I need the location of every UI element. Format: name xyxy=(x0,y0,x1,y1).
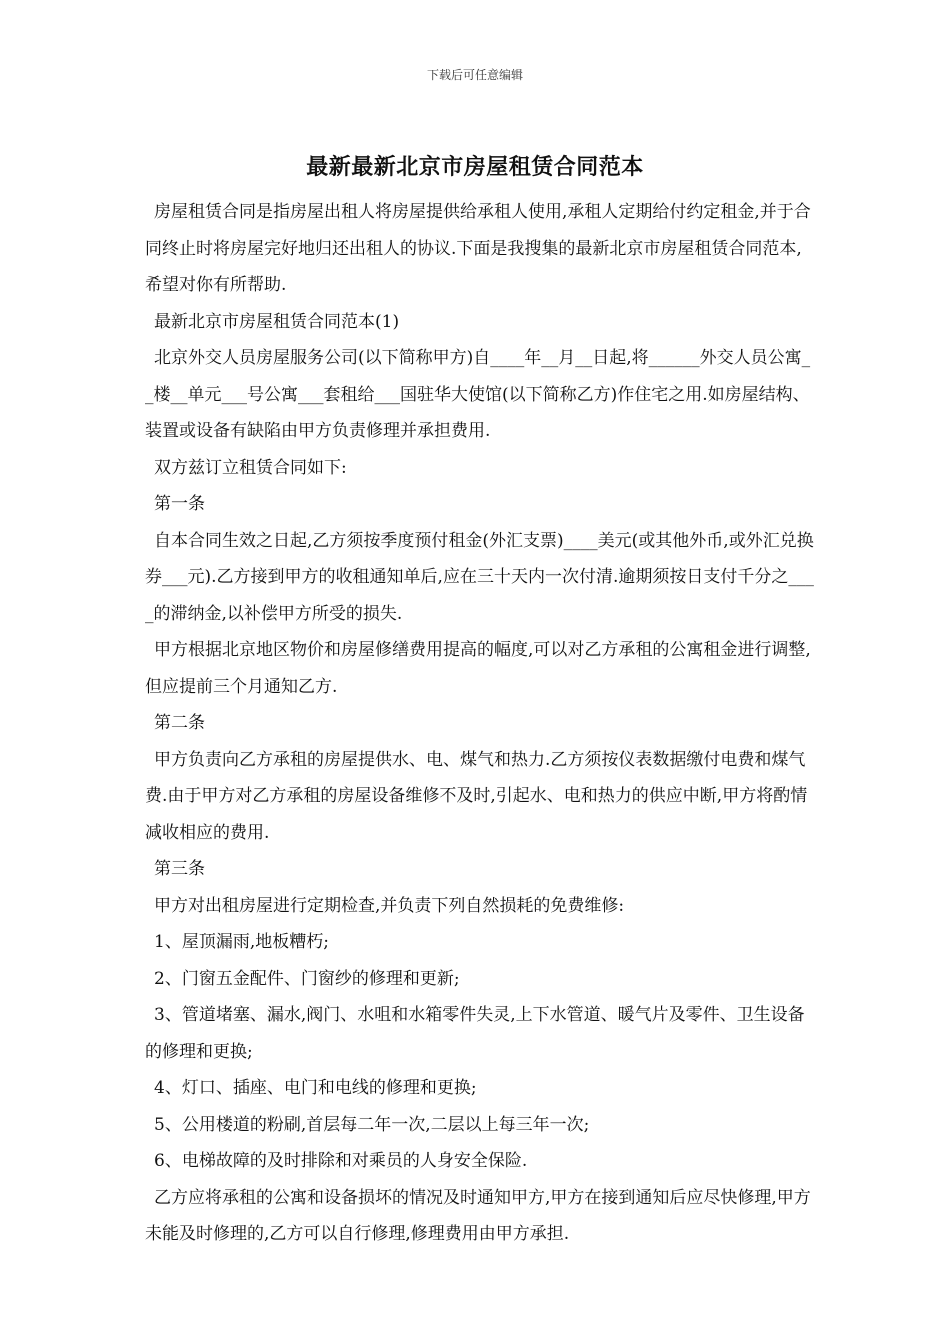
paragraph-template-heading: 最新北京市房屋租赁合同范本(1) xyxy=(154,311,400,332)
list-item: 3、管道堵塞、漏水,阀门、水咀和水箱零件失灵,上下水管道、暖气片及零件、卫生设备的修理和更换; xyxy=(145,1005,805,1062)
list-item: 5、公用楼道的粉刷,首层每二年一次,二层以上每三年一次; xyxy=(154,1114,590,1135)
document-body xyxy=(145,194,815,1253)
article-1-heading: 第一条 xyxy=(154,494,205,514)
list-item: 2、门窗五金配件、门窗纱的修理和更新; xyxy=(154,968,460,989)
list-item: 1、屋顶漏雨,地板糟朽; xyxy=(154,932,329,952)
article-2-utilities: 甲方负责向乙方承租的房屋提供水、电、煤气和热力.乙方须按仪表数据缴付电费和煤气费.由于甲方对乙方承租的房屋设备维修不及时,引起水、电和热力的供应中断,甲方将酌情减收相应的费用. xyxy=(145,749,808,843)
article-1-rent-adjustment: 甲方根据北京地区物价和房屋修缮费用提高的幅度,可以对乙方承租的公寓租金进行调整,但应提前三个月通知乙方. xyxy=(145,640,811,697)
header-note: 下载后可任意编辑 xyxy=(426,68,523,82)
paragraph-intro: 房屋租赁合同是指房屋出租人将房屋提供给承租人使用,承租人定期给付约定租金,并于合同终止时将房屋完好地归还出租人的协议.下面是我搜集的最新北京市房屋租赁合同范本,希望对你有所帮助. xyxy=(145,202,811,295)
article-3-heading: 第三条 xyxy=(154,859,205,879)
article-2-heading: 第二条 xyxy=(154,713,205,733)
paragraph-parties: 北京外交人员房屋服务公司(以下简称甲方)自____年__月__日起,将______外交人员公寓__楼__单元___号公寓___套租给___国驻华大使馆(以下简称乙方)作住宅之用.如房屋结构、装置或设备有缺陷由甲方负责修理并承担费用. xyxy=(145,348,811,441)
paragraph-repair-notice: 乙方应将承租的公寓和设备损坏的情况及时通知甲方,甲方在接到通知后应尽快修理,甲方未能及时修理的,乙方可以自行修理,修理费用由甲方承担. xyxy=(145,1187,811,1244)
list-item: 6、电梯故障的及时排除和对乘员的人身安全保险. xyxy=(154,1151,528,1171)
article-3-inspection: 甲方对出租房屋进行定期检查,并负责下列自然损耗的免费维修: xyxy=(154,895,625,916)
document-title: 最新最新北京市房屋租赁合同范本 xyxy=(306,154,644,180)
article-1-rent-payment: 自本合同生效之日起,乙方须按季度预付租金(外汇支票)____美元(或其他外币,或外汇兑换券___元).乙方接到甲方的收租通知单后,应在三十天内一次付清.逾期须按日支付千分之____的滞纳金,以补偿甲方所受的损失. xyxy=(145,530,814,624)
paragraph-agreement-intro: 双方兹订立租赁合同如下: xyxy=(154,457,347,478)
list-item: 4、灯口、插座、电门和电线的修理和更换; xyxy=(154,1078,477,1098)
